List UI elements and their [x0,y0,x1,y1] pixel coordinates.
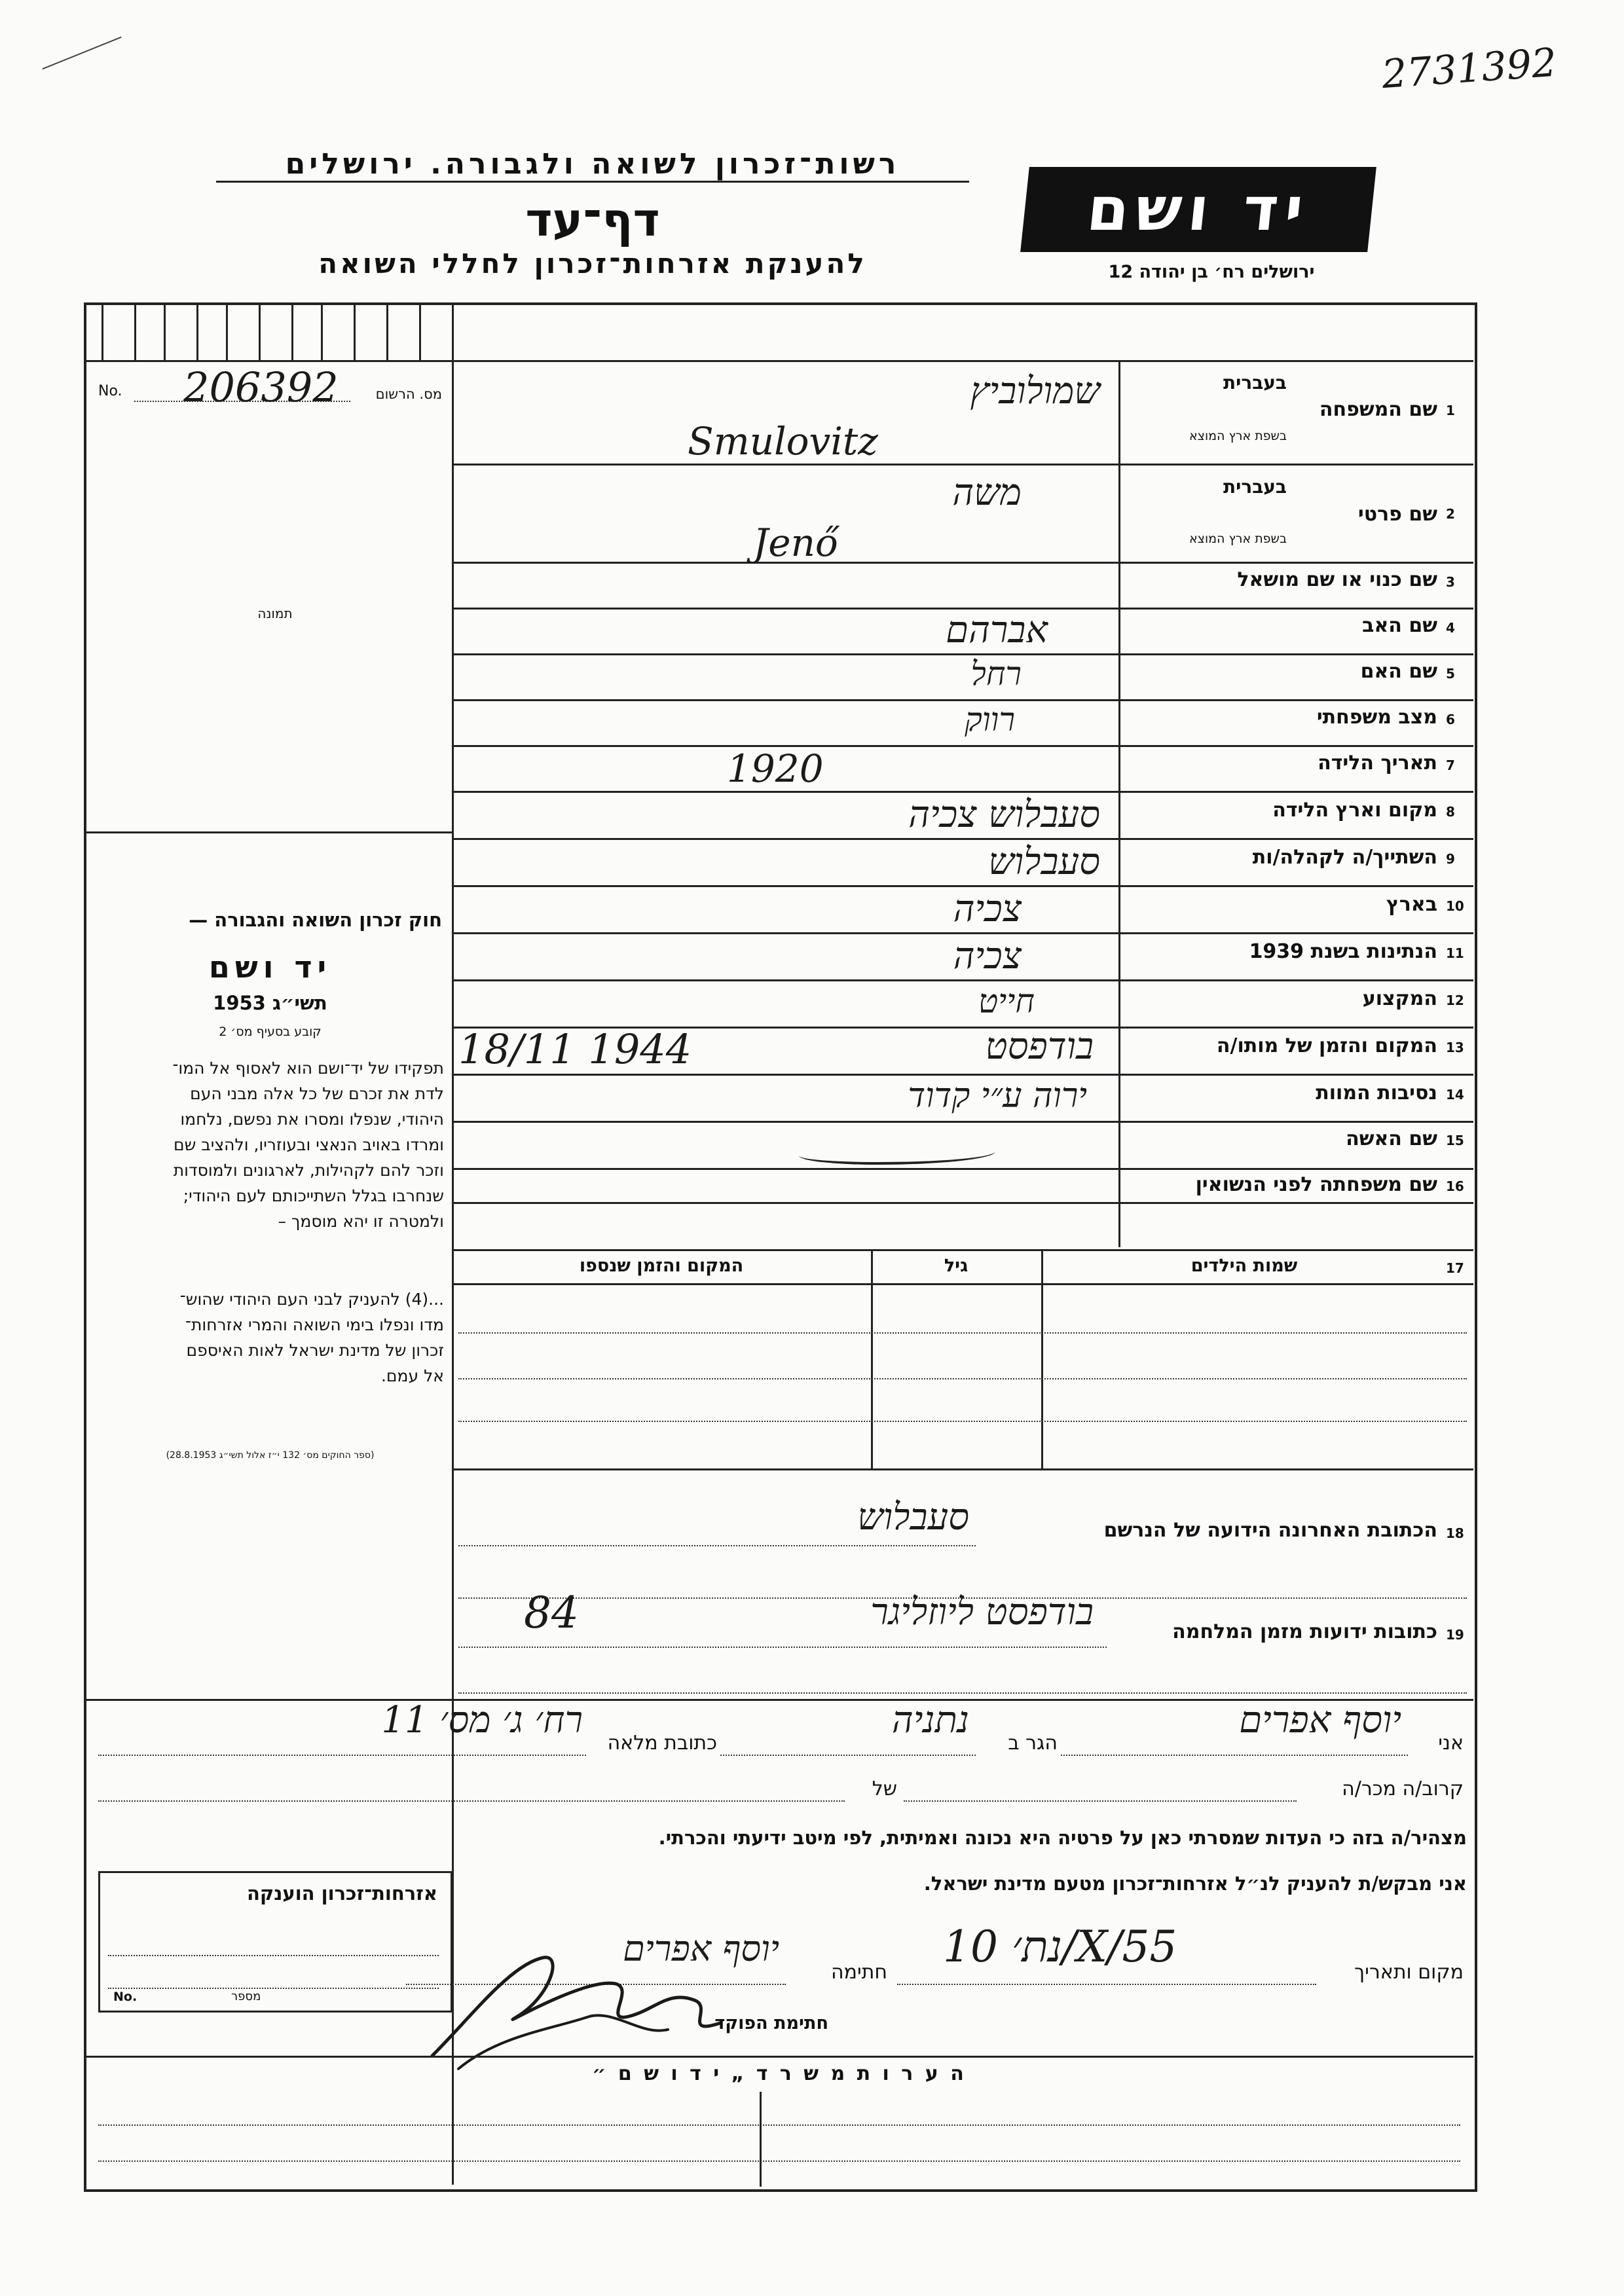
wartime-address-value: בודפסט ליוזליגר [870,1591,1094,1633]
children-col-divider [1041,1249,1043,1468]
remarks-line [98,2124,1460,2126]
children-col-divider [871,1249,873,1468]
field-number: 18 [1446,1525,1464,1541]
citizenship-no-label: No. [113,1990,138,2004]
field-number: 12 [1446,993,1464,1008]
archive-number: 2731392 [1380,39,1559,98]
row-line [452,885,1473,887]
law-line: לדת את זכרם של כל אלה מבני העם [190,1084,444,1103]
strip-cell-divider [419,302,421,360]
wartime-address-line-2 [458,1692,1467,1694]
field-number: 6 [1446,712,1455,727]
law-paragraph-1 [97,1055,444,1234]
family-name-local-value: Smulovitz [688,419,878,464]
law-paragraph-2 [97,1286,444,1389]
wartime-address-number: 84 [524,1588,579,1638]
strip-cell-divider [196,302,198,360]
form-subtitle: להענקת אזרחות־זכרון לחללי השואה [318,247,867,280]
law-box-lower-blank [86,1476,450,1696]
address-underline [98,1755,586,1756]
law-line: ומרדו באויב הנאצי ובעוזריו, ולהציב שם [174,1135,444,1154]
first-name-local-value: Jenő [753,520,838,565]
law-line: זכרון של מדינת ישראל לאות האיספם [186,1341,444,1360]
signature-stroke [458,2015,668,2069]
row-line [452,1074,1473,1076]
declarant-underline [1061,1755,1408,1756]
row-line [452,464,1473,465]
place-date-underline [897,1984,1316,1985]
country-value: צכיה [953,888,1022,930]
row-line [452,979,1473,981]
field-label-wife-maiden-name: שם משפחתה לפני הנשואין [1195,1173,1437,1196]
field-label-first-name: שם פרטי [1357,503,1437,526]
field-label-wartime-addresses: כתובות ידועות מזמן המלחמה [1172,1620,1437,1643]
law-year: תשי״ג 1953 [213,992,327,1014]
row-line [452,1121,1473,1123]
row-line [452,932,1473,934]
row-line [452,1202,1473,1204]
remarks-divider [760,2092,762,2187]
law-line: ולמטרה זו יהא מוסמך – [278,1212,444,1231]
citizenship-box [98,1871,452,2013]
top-strip-line [85,360,1473,362]
children-age-header: גיל [944,1256,969,1276]
reg-no-he-label: מס. הרשום [375,386,442,402]
strip-cell-divider [164,302,166,360]
last-address-value: סעבלוש [857,1496,969,1539]
family-name-hebrew-value: שמולוביץ [970,370,1100,412]
strip-cell-divider [101,302,103,360]
field-number: 13 [1446,1040,1464,1055]
field-number: 17 [1446,1260,1464,1276]
strip-cell-divider [386,302,388,360]
field-label-birth-date: תאריך הלידה [1318,752,1437,774]
last-address-underline [458,1545,976,1546]
declaration-request: אני מבקש/ת להעניק לנ״ל אזרחות־זכרון מטעם מדינת ישראל. [923,1872,1467,1895]
strip-cell-divider [134,302,136,360]
law-title: חוק זכרון השואה והגבורה — [189,909,442,931]
row-line [452,745,1473,747]
field-number: 5 [1446,666,1455,682]
field-label-wife-name: שם האשה [1346,1127,1437,1150]
field-label-community: השתייך/ה לקהלה/ות [1252,846,1437,869]
column-divider-labels [1118,360,1120,1247]
logo-address: ירושלים רח׳ בן יהודה 12 [1108,262,1315,282]
law-name: יד ושם [208,949,332,985]
field-number: 15 [1446,1133,1464,1148]
field-number: 10 [1446,898,1464,914]
relative-underline [904,1800,1297,1802]
field-number: 8 [1446,804,1455,820]
children-place-header: המקום והזמן שנספו [579,1256,744,1276]
photo-label: תמונה [257,606,293,621]
birth-date-value: 1920 [727,746,824,791]
place-date-label: מקום ותאריך [1354,1961,1464,1984]
field-label-death-place-time: המקום והזמן של מותו/ה [1216,1034,1437,1057]
wartime-address-underline [458,1647,1107,1648]
field-tag-hebrew: בעברית [1223,372,1287,393]
strip-cell-divider [226,302,228,360]
declaration-statement: מצהיר/ה בזה כי העדות שמסרתי כאן על פרטיה היא נכונה ואמיתית, לפי מיטב ידיעתי והכרתי. [658,1827,1467,1849]
remarks-top-line [85,2056,1473,2058]
field-label-family-name: שם המשפחה [1319,398,1437,421]
of-underline [98,1800,845,1802]
death-circumstances-value: ירוה ע״י קדוד [908,1076,1087,1116]
children-row-line [458,1421,1467,1422]
field-label-death-circumstances: נסיבות המוות [1316,1082,1437,1104]
reg-no-label: No. [98,383,122,399]
field-number: 4 [1446,620,1455,636]
org-line: רשות־זכרון לשואה ולגבורה. ירושלים [216,147,969,183]
nationality-1939-value: צכיה [953,935,1022,977]
remarks-title: ה ע ר ו ת מ ש ר ד „ י ד ו ש ם ״ [592,2062,967,2085]
field-tag-local: בשפת ארץ המוצא [1189,429,1287,443]
form-title: דף־עד [525,193,660,247]
profession-value: חייט [978,982,1035,1020]
citizenship-box-title: אזרחות־זכרון הוענקה [246,1882,437,1904]
mother-name-value: רחל [970,655,1022,693]
children-row-line [458,1378,1467,1379]
field-label-profession: המקצוע [1362,987,1437,1010]
official-signature-label: חתימת הפוקד [714,2013,828,2033]
full-address-label: כתובת מלאה [607,1732,717,1755]
law-line: שנחרבו בגלל השתייכותם לעם היהודי; [183,1186,444,1205]
place-date-value: נת׳ 10/X/55 [943,1922,1177,1972]
logo-text: יד ושם [1084,174,1313,244]
children-header-line [452,1283,1473,1285]
signature-value: יוסף אפרים [623,1928,779,1969]
citizenship-box-line [108,1955,439,1956]
law-line: וזכר להם לקהילות, לארגונים ולמוסדות [173,1161,444,1180]
field-label-last-address: הכתובת האחרונה הידועה של הנרשם [1103,1519,1437,1542]
law-line: היהודי, שנפלו ומסרו את נפשם, נלחמו [180,1110,444,1129]
children-row-line [458,1332,1467,1334]
city-underline [720,1755,976,1756]
field-label-mother-name: שם האם [1360,660,1437,683]
strip-cell-divider [291,302,293,360]
field-number: 7 [1446,757,1455,773]
field-label-nationality-1939: הנתינות בשנת 1939 [1249,940,1437,963]
death-date-value: 18/11 1944 [458,1025,692,1073]
citizenship-number-label: מספר [231,1990,261,2003]
law-box-top [85,831,452,833]
reg-no-value: 206392 [183,363,339,411]
family-status-value: רווק [965,701,1015,738]
citizenship-box-line [108,1988,439,1989]
children-table-bottom [452,1468,1473,1470]
field-label-nickname: שם כנוי או שם מושאל [1237,568,1437,591]
of-label: של [872,1777,897,1800]
reg-no-underline [134,401,350,402]
declaration-ani: אני [1438,1732,1464,1755]
declaration-resides-label: הגר ב [1008,1732,1058,1755]
field-number: 3 [1446,574,1455,590]
row-line [452,1168,1473,1170]
city-value: נתניה [891,1699,969,1741]
row-line [452,791,1473,793]
field-tag-local: בשפת ארץ המוצא [1189,532,1287,546]
field-number: 1 [1446,403,1455,418]
field-tag-hebrew: בעברית [1223,476,1287,498]
father-name-value: אברהם [946,609,1048,651]
field-number: 2 [1446,506,1455,522]
field-number: 11 [1446,945,1464,961]
field-label-country: בארץ [1386,893,1437,916]
row-line [452,562,1473,564]
strip-cell-divider [321,302,323,360]
law-line: מדו ונפלו בימי השואה והמרי אזרחות־ [185,1315,444,1334]
field-label-father-name: שם האב [1362,614,1437,637]
yad-vashem-logo [1020,167,1376,252]
law-clause: קובע בסעיף מס׳ 2 [219,1025,322,1039]
address-value: רח׳ ג׳ מס׳ 11 [381,1699,583,1741]
birth-place-value: סעבלוש צכיה [908,793,1100,836]
pen-mark [42,37,121,70]
handwritten-signature [419,1938,786,2075]
children-names-header: שמות הילדים [1190,1256,1298,1276]
death-place-value: בודפסט [985,1025,1094,1068]
signature-stroke [432,1958,720,2056]
field-label-birth-place: מקום וארץ הלידה [1272,799,1437,822]
law-line: תפקידו של יד־ושם הוא לאסוף אל המו־ [172,1059,444,1078]
field-number: 19 [1446,1627,1464,1643]
first-name-hebrew-value: משה [952,471,1022,514]
relative-label: קרוב/ה מכר/ה [1342,1777,1464,1800]
law-line: ...(4) להעניק לבני העם היהודי שהוש־ [179,1290,444,1309]
law-line: אל עמם. [380,1366,444,1385]
row-line [452,838,1473,840]
field-number: 9 [1446,851,1455,867]
field-label-family-status: מצב משפחתי [1316,706,1437,729]
strip-cell-divider [259,302,261,360]
field-number: 16 [1446,1178,1464,1194]
strip-cell-divider [354,302,356,360]
community-value: סעבלוש [988,841,1100,883]
declarant-name-value: יוסף אפרים [1239,1699,1401,1741]
field-number: 14 [1446,1087,1464,1102]
row-line [452,1249,1473,1251]
law-footnote: (ספר החוקים מס׳ 132 י״ז אלול תשי״ג 28.8.1953) [166,1450,375,1461]
remarks-line [98,2160,1460,2162]
signature-label: חתימה [830,1961,887,1984]
